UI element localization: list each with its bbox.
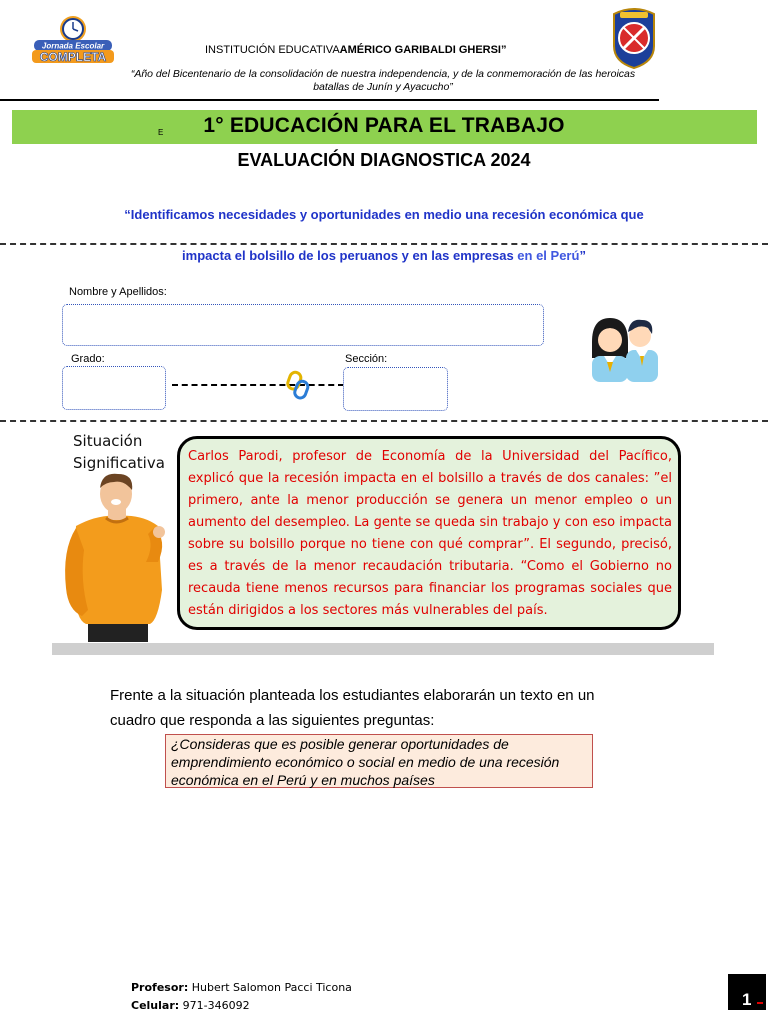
dashed-divider-2 [0,420,768,422]
situation-label [73,430,165,474]
question-text: ¿Consideras que es posible generar oportunidades de emprendimiento económico o social en medio de una recesión económica en el Perú y en muchos países [171,736,560,788]
institution-school: AMÉRICO GARIBALDI GHERSI” [339,44,507,56]
institution-name [205,44,507,56]
name-field[interactable] [62,304,544,346]
dashed-divider [0,243,768,245]
section-field[interactable] [343,367,448,411]
page-number: 1 [742,990,752,1009]
section-label: Sección: [345,353,388,365]
school-crest [610,6,658,70]
name-label: Nombre y Apellidos: [69,286,167,298]
situation-label-line2: Significativa [73,454,165,472]
header-divider [0,99,659,101]
instructions-text: Frente a la situación planteada los estudiantes elaborarán un texto en un cuadro que responda a las siguientes preguntas: [110,687,595,729]
clock-icon [60,16,86,42]
jornada-escolar-logo [30,12,116,64]
teacher-label: Profesor: [131,981,189,994]
year-motto: “Año del Bicentenario de la consolidación de nuestra independencia, y de la conmemoración de las heroicas batallas de Junín y Ayacucho” [130,68,636,93]
students-icon [586,312,662,384]
quote-line-2-part2: en el Perú [517,248,580,263]
phone-number: 971-346092 [179,999,250,1012]
teacher-line [131,979,352,997]
svg-text:Jornada Escolar: Jornada Escolar [41,41,105,51]
evaluation-title: EVALUACIÓN DIAGNOSTICA 2024 [237,150,531,170]
situation-label-line1: Situación [73,432,143,450]
teacher-info [131,979,352,1015]
quote-line-1: “Identificamos necesidades y oportunidades en medio una recesión económica que [124,207,644,222]
grade-field[interactable] [62,366,166,410]
situation-text: Carlos Parodi, profesor de Economía de la Universidad del Pacífico, explicó que la recesión impacta en el bolsillo a través de dos canales: ”el primero, ante la menor producción se genera un menor empleo o un aumento del desempleo. La gente se queda sin trabajo y con eso impacta sobre su bolsillo porque no tiene con qué comprar”. El segundo, precisó, es a través de la menor recaudación tributaria. “Como el Gobierno no recauda tiene menos recursos para financiar los programas sociales que están dirigidos a los sectores más vulnerables del país. [188,449,672,618]
quote-line-2-end: ” [579,248,586,263]
dashed-connector [172,384,344,386]
gray-separator [52,643,714,655]
chain-link-icon [286,370,310,400]
grade-label: Grado: [71,353,105,365]
band-small-letter: E [158,128,164,137]
page-number-dash [757,1002,763,1004]
quote-line-2 [0,248,768,263]
institution-prefix: INSTITUCIÓN EDUCATIVA [205,44,340,56]
phone-label: Celular: [131,999,180,1012]
man-pointing-image [58,470,178,642]
course-title: 1° EDUCACIÓN PARA EL TRABAJO [203,114,565,137]
teacher-name: Hubert Salomon Pacci Ticona [188,981,352,994]
quote-line-2-part1: impacta el bolsillo de los peruanos y en las empresas [182,248,518,263]
phone-line [131,997,352,1015]
svg-text:COMPLETA: COMPLETA [39,50,107,64]
